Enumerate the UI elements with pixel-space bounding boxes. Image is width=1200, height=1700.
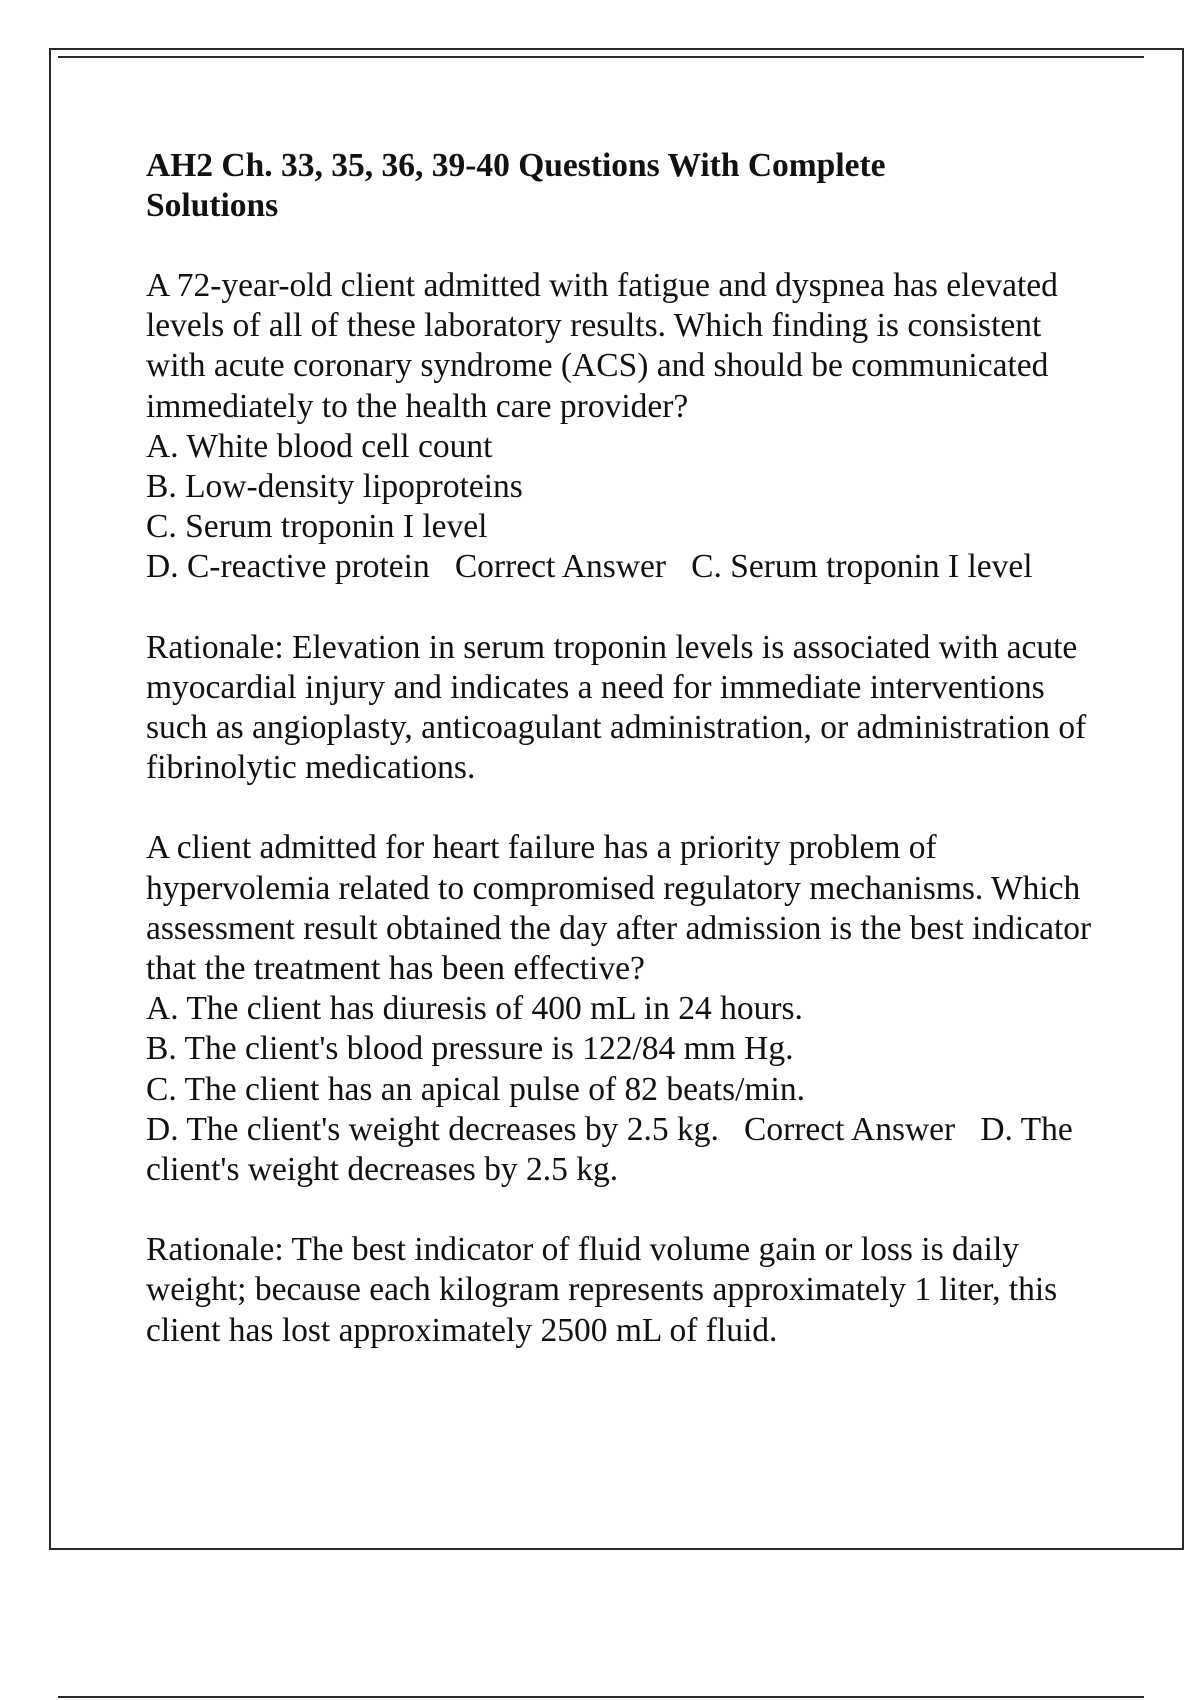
correct-answer: C. Serum troponin I level [691,548,1033,586]
option-c: C. The client has an apical pulse of 82 beats/min. [146,1070,805,1108]
document-body [146,146,1106,1351]
bottom-rule [58,1696,1144,1698]
option-b: B. The client's blood pressure is 122/84 mm Hg. [146,1030,794,1068]
rationale: Rationale: Elevation in serum troponin levels is associated with acute myocardial injury and indicates a need for immediate interventions such as angioplasty, anticoagulant administration, or administration of fibrinolytic medications. [146,628,1087,787]
top-rule [58,56,1144,58]
option-b: B. Low-density lipoproteins [146,468,523,506]
option-d-with-answer [146,1110,1106,1190]
option-a: A. White blood cell count [146,427,493,465]
correct-answer: D. The client's weight decreases by 2.5 kg. [146,1110,1073,1189]
correct-answer-label: Correct Answer [744,1110,956,1148]
rationale: Rationale: The best indicator of fluid volume gain or loss is daily weight; because each kilogram represents approximately 1 liter, this client has lost approximately 2500 mL of fluid. [146,1231,1058,1349]
question-2 [146,828,1106,1350]
document-title: AH2 Ch. 33, 35, 36, 39-40 Questions With Complete Solutions [146,147,886,224]
option-a: A. The client has diuresis of 400 mL in 24 hours. [146,990,803,1028]
option-d-with-answer [146,547,1106,587]
question-stem: A 72-year-old client admitted with fatigue and dyspnea has elevated levels of all of these laboratory results. Which finding is consistent with acute coronary syndrome (ACS) and should be communicated immediately to the health care provider? [146,267,1058,425]
option-d: D. C-reactive protein [146,548,430,586]
correct-answer-label: Correct Answer [454,548,667,586]
question-stem: A client admitted for heart failure has a priority problem of hypervolemia related to compromised regulatory mechanisms. Which assessment result obtained the day after admission is the best indicator that the treatment has been effective? [146,829,1092,988]
option-c: C. Serum troponin I level [146,508,488,546]
option-d: D. The client's weight decreases by 2.5 kg. [146,1110,719,1148]
question-1 [146,266,1106,788]
